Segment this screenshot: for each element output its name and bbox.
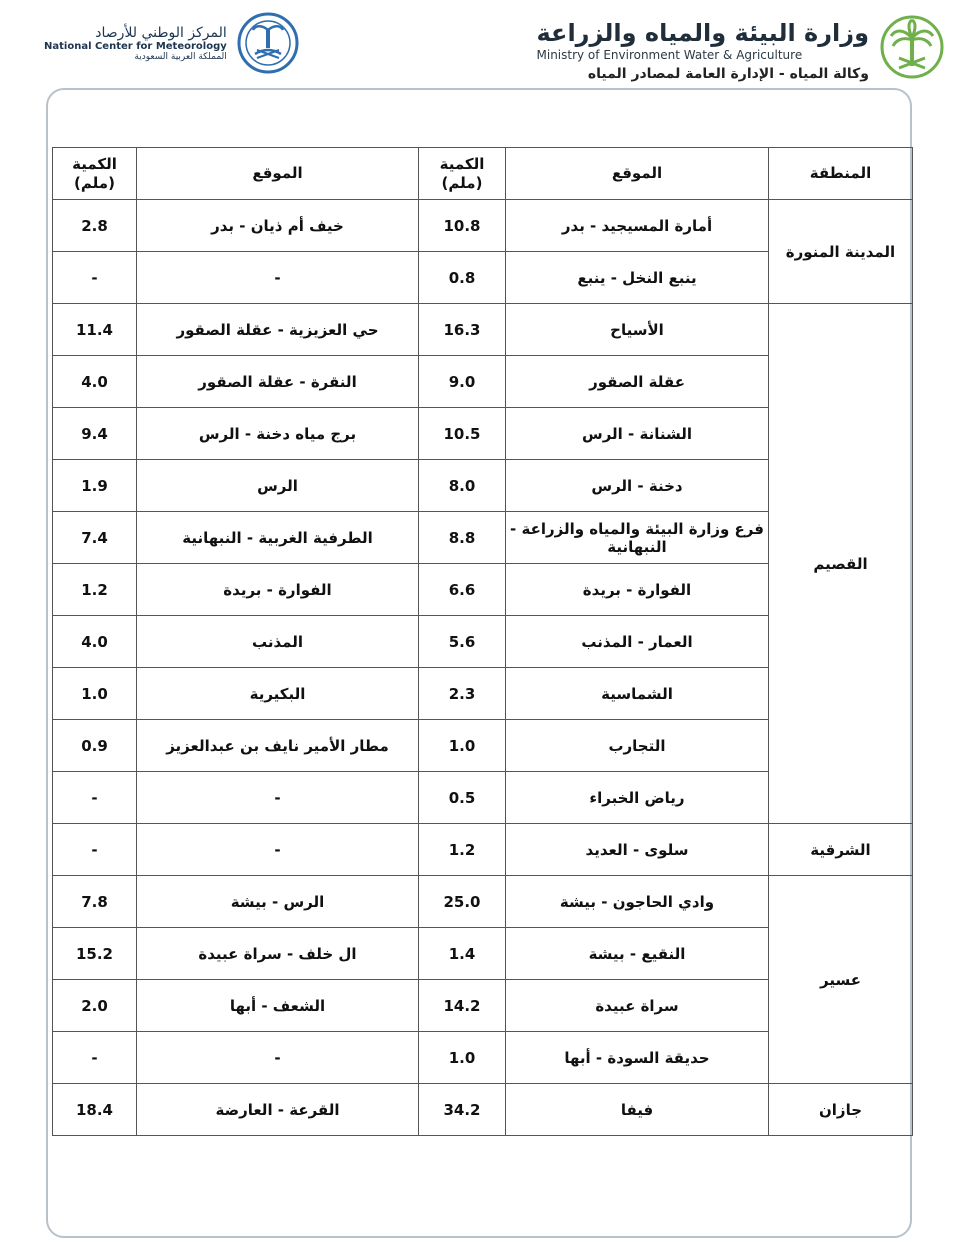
site-cell: الطرفية الغربية - النبهانية [137,512,419,564]
ministry-name-en: Ministry of Environment Water & Agriculture [536,48,803,62]
site-cell: حديقة السودة - أبها [506,1032,769,1084]
amount-cell: 2.3 [419,668,506,720]
amount-cell: 7.4 [53,512,137,564]
site-cell: النقيع - بيشة [506,928,769,980]
amount-cell: 1.2 [53,564,137,616]
ncm-name-en: National Center for Meteorology [44,40,227,52]
site-cell: ينبع النخل - ينبع [506,252,769,304]
amount-cell: 2.0 [53,980,137,1032]
amount-cell: 1.9 [53,460,137,512]
site-cell: دخنة - الرس [506,460,769,512]
site-cell: خيف أم ذيان - بدر [137,200,419,252]
amount-cell: 4.0 [53,616,137,668]
amount-cell: 9.0 [419,356,506,408]
palm-tree-logo-icon [879,14,945,80]
site-cell: العمار - المذنب [506,616,769,668]
header-amount: الكمية (ملم) [419,148,506,200]
amount-cell: 0.5 [419,772,506,824]
site-cell: الفوارة - بريدة [137,564,419,616]
amount-cell: 34.2 [419,1084,506,1136]
amount-cell: 1.0 [53,668,137,720]
table-row [53,304,913,356]
table-row [53,1084,913,1136]
ministry-name-ar: وزارة البيئة والمياه والزراعة [536,19,869,47]
site-cell: القرعة - العارضة [137,1084,419,1136]
site-cell: - [137,1032,419,1084]
region-cell: جازان [769,1084,913,1136]
site-cell: الرس [137,460,419,512]
amount-cell: 4.0 [53,356,137,408]
amount-cell: 5.6 [419,616,506,668]
amount-cell: 1.0 [419,720,506,772]
site-cell: - [137,252,419,304]
amount-cell: - [53,772,137,824]
site-cell: المذنب [137,616,419,668]
amount-cell: 18.4 [53,1084,137,1136]
site-cell: وادي الحاجون - بيشة [506,876,769,928]
site-cell: الأسياح [506,304,769,356]
amount-cell: 9.4 [53,408,137,460]
site-cell: - [137,772,419,824]
site-cell: أمارة المسيجيد - بدر [506,200,769,252]
table-row [53,200,913,252]
amount-cell: 10.5 [419,408,506,460]
region-cell: الشرقية [769,824,913,876]
region-cell: القصيم [769,304,913,824]
site-cell: التجارب [506,720,769,772]
site-cell: برج مياه دخنة - الرس [137,408,419,460]
amount-cell: 14.2 [419,980,506,1032]
region-cell: عسير [769,876,913,1084]
ncm-block [44,12,299,74]
site-cell: - [137,824,419,876]
amount-cell: 16.3 [419,304,506,356]
site-cell: سلوى - العديد [506,824,769,876]
region-cell: المدينة المنورة [769,200,913,304]
site-cell: سراة عبيدة [506,980,769,1032]
amount-cell: 8.0 [419,460,506,512]
amount-cell: - [53,252,137,304]
site-cell: مطار الأمير نايف بن عبدالعزيز [137,720,419,772]
amount-cell: 25.0 [419,876,506,928]
amount-cell: 1.2 [419,824,506,876]
agency-name: وكالة المياه - الإدارة العامة لمصادر المياه [587,66,869,82]
table-row [53,824,913,876]
amount-cell: 10.8 [419,200,506,252]
ncm-logo-icon [237,12,299,74]
site-cell: رياض الخبراء [506,772,769,824]
ncm-name-ar: المركز الوطني للأرصاد [95,24,227,41]
amount-cell: 6.6 [419,564,506,616]
header-site: الموقع [506,148,769,200]
amount-cell: 0.9 [53,720,137,772]
header-region: المنطقة [769,148,913,200]
amount-cell: 2.8 [53,200,137,252]
amount-cell: 0.8 [419,252,506,304]
page-header [0,0,965,90]
amount-cell: 1.0 [419,1032,506,1084]
site-cell: الشعف - أبها [137,980,419,1032]
site-cell: فرع وزارة البيئة والمياه والزراعة - النبهانية [506,512,769,564]
header-amount-2: الكمية (ملم) [53,148,137,200]
site-cell: الرس - بيشة [137,876,419,928]
rainfall-table [52,147,913,1136]
site-cell: الشنانة - الرس [506,408,769,460]
site-cell: البكيرية [137,668,419,720]
site-cell: الشماسية [506,668,769,720]
amount-cell: 1.4 [419,928,506,980]
amount-cell: 11.4 [53,304,137,356]
amount-cell: 8.8 [419,512,506,564]
site-cell: فيفا [506,1084,769,1136]
table-header-row [53,148,913,200]
site-cell: حي العزيزية - عقلة الصقور [137,304,419,356]
amount-cell: - [53,1032,137,1084]
ncm-country: المملكة العربية السعودية [134,51,227,62]
site-cell: الفوارة - بريدة [506,564,769,616]
site-cell: ال خلف - سراة عبيدة [137,928,419,980]
header-site-2: الموقع [137,148,419,200]
ministry-block [537,14,946,84]
amount-cell: 7.8 [53,876,137,928]
amount-cell: - [53,824,137,876]
site-cell: عقلة الصقور [506,356,769,408]
site-cell: النقرة - عقلة الصقور [137,356,419,408]
table-row [53,876,913,928]
amount-cell: 15.2 [53,928,137,980]
